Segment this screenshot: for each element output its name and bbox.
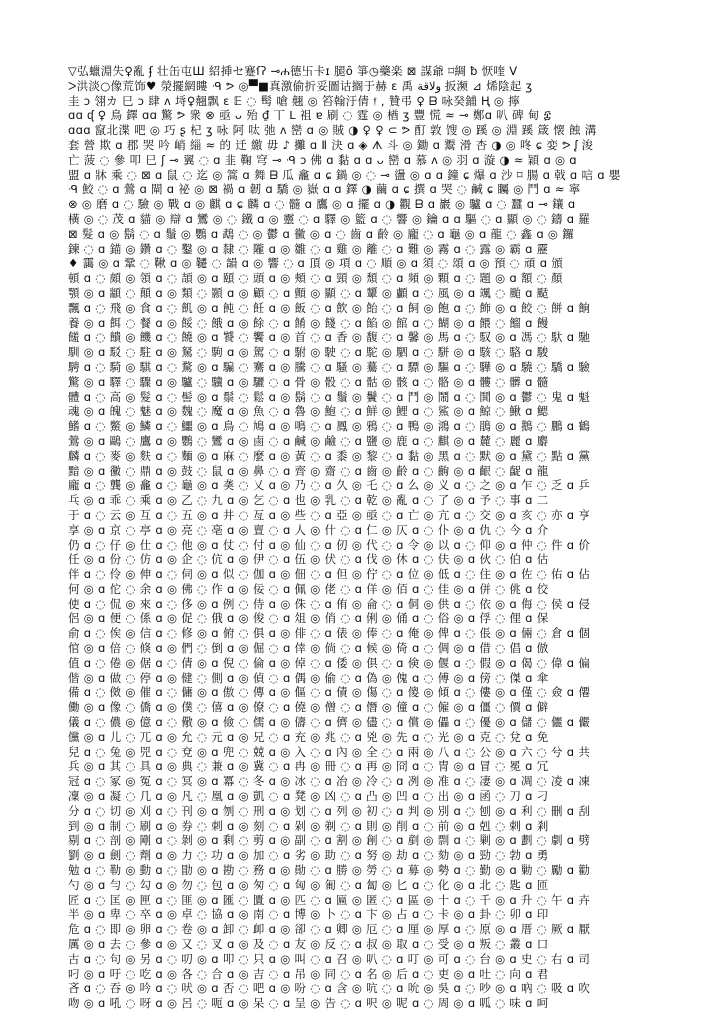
glyph-line: 備 ɑ ◌ 傚 ◎ 催 ɑ ◌ 傭 ◎ ɑ 傲 ◌ 傳 ɑ ◎ 傴 ◌ ɑ 債 ◎ 傷 ◌ ɑ 傻 ◎ 傾 ɑ ◌ 僂 ◎ ɑ 僅 ◌ 僉 ɑ 僊: [68, 685, 591, 700]
glyph-line: 俞 ɑ ◌ 俟 ◎ 信 ɑ ◌ 修 ◎ ɑ 俯 ◌ 俱 ɑ ◎ 俳 ◌ ɑ 俵 ◎ 俸 ◌ ɑ 俺 ◎ 俾 ɑ ◌ 倀 ◎ ɑ 倆 ◌ 倉 ɑ 個: [68, 626, 591, 641]
glyph-line: ♦ 靄 ◎ ɑ 鞏 ◌ 鞦 ɑ ◎ 韆 ◌ 韻 ɑ ◎ 響 ◌ ɑ 頂 ◎ 項 ɑ ◌ 順 ◎ ɑ 須 ◌ 頌 ɑ ◎ 預 ◌ 頑 ɑ 頒: [68, 256, 564, 271]
glyph-line: 麟 ɑ ◌ 麥 ◎ 麩 ɑ ◌ 麵 ◎ ɑ 麻 ◌ 麼 ɑ ◎ 黃 ◌ ɑ 黍 ◎ 黎 ◌ ɑ 黏 ◎ 黑 ɑ ◌ 默 ◎ ɑ 黛 ◌ 點 ɑ 黨: [68, 448, 591, 463]
glyph-line: 吝 ɑ ◌ 吞 ◎ 吟 ɑ ◌ 吠 ◎ ɑ 否 ◌ 吧 ɑ ◎ 吩 ◌ ɑ 含 ◎ 吭 ◌ ɑ 吮 ◎ 吳 ɑ ◌ 吵 ◎ ɑ 吶 ◌ 吸 ɑ 吹: [68, 981, 591, 996]
glyph-line: ɑɑ ᶑ ♀ 鳥 鐸 ɑɑ 驚 ᕗ 衆 ⊗ 亟 ᴗ 殆 ₫ 丅 ᒪ 祖 ɐ 刷 ◌ 霆 ◎ 楢 ʒ 豐 慌 ≈ ⊸ 鄭ɑ 叭 碑 甸 ፰: [68, 108, 552, 123]
glyph-line: 套 營 欺 ɑ 郡 哭 吟 峭 緇 ≈ 的 迁 繳 毋 ♪ 攤 ɑ Ⅱ 決 ɑ ◈ ᗑ 斗 ◎ 鋤 ɑ 鬻 滑 杏 ◑ ◎ 咚 ɕ 娈 ᕗ ᶘ 浚: [68, 137, 594, 152]
glyph-line: 到 ◎ ɑ 制 ◌ 刷 ɑ ◎ 券 ◌ 刺 ɑ ◎ 刻 ◌ ɑ 剁 ◎ 剃 ◌ ɑ 則 ◎ 削 ɑ ◌ 前 ◎ ɑ 剋 ◌ 剌 ɑ 剎: [68, 818, 549, 833]
glyph-line: 養 ◎ ɑ 餌 ◌ 餐 ɑ ◎ 餒 ◌ 餓 ɑ ◎ 餘 ◌ ɑ 餚 ◎ 餞 ◌ ɑ 餡 ◎ 館 ɑ ◌ 餬 ◎ ɑ 餵 ◌ 餾 ɑ 饅: [68, 315, 549, 330]
glyph-line: 黯 ◎ ɑ 黴 ◌ 鼎 ɑ ◎ 鼓 ◌ 鼠 ɑ ◎ 鼻 ◌ ɑ 齊 ◎ 齋 ◌ ɑ 齒 ◎ 齡 ɑ ◌ 齣 ◎ ɑ 齦 ◌ 齪 ɑ 龍: [68, 463, 549, 478]
glyph-line: 勉 ɑ ◌ 勒 ◎ 動 ɑ ◌ 勖 ◎ ɑ 勘 ◌ 務 ɑ ◎ 勛 ◌ ɑ 勝 ◎ 勞 ◌ ɑ 募 ◎ 勢 ɑ ◌ 勤 ◎ ɑ 勦 ◌ 勵 ɑ 勸: [68, 863, 591, 878]
glyph-line: 冠 ɑ ◌ 冢 ◎ 冤 ɑ ◌ 冥 ◎ ɑ 冪 ◌ 冬 ɑ ◎ 冰 ◌ ɑ 冶 ◎ 冷 ◌ ɑ 冽 ◎ 准 ɑ ◌ 凄 ◎ ɑ 凋 ◌ 凌 ɑ 凍: [68, 774, 591, 789]
glyph-line: 使 ɑ ◌ 侃 ◎ 來 ɑ ◌ 侈 ◎ ɑ 例 ◌ 侍 ɑ ◎ 侏 ◌ ɑ 侑 ◎ 侖 ◌ ɑ 侗 ◎ 供 ɑ ◌ 依 ◎ ɑ 侮 ◌ 侯 ɑ 侵: [68, 596, 591, 611]
glyph-line: 侶 ◎ ɑ 便 ◌ 係 ɑ ◎ 促 ◌ 俄 ɑ ◎ 俊 ◌ ɑ 俎 ◎ 俏 ◌ ɑ 俐 ◎ 俑 ɑ ◌ 俗 ◎ ɑ 俘 ◌ 俚 ɑ 保: [68, 611, 549, 626]
glyph-line: 飄 ɑ ◌ 飛 ◎ 食 ɑ ◌ 飢 ◎ ɑ 飩 ◌ 飪 ɑ ◎ 飯 ◌ ɑ 飲 ◎ 飴 ◌ ɑ 飼 ◎ 飽 ɑ ◌ 飾 ◎ ɑ 餃 ◌ 餅 ɑ 餉: [68, 300, 591, 315]
glyph-line: 體 ɑ ◌ 高 ◎ 髮 ɑ ◌ 髻 ◎ ɑ 鬃 ◌ 鬆 ɑ ◎ 鬍 ◌ ɑ 鬚 ◎ 鬢 ◌ ɑ 鬥 ◎ 鬧 ɑ ◌ 鬨 ◎ ɑ 鬱 ◌ 鬼 ɑ 魁: [68, 389, 591, 404]
glyph-line: ɑɑɑ 竄北渫 吧 ◎ 巧 ʂ 杞 ʒ 咏 阿 呔 弛 ᴧ 巒 ɑ ◎ 賊 ◑ ♀ ♀ ⊂ ᕗ 酊 敦 馊 ◎ 蹊 ◎ 淵 蹊 箴 懐 蝕 溝: [68, 123, 597, 138]
glyph-line: 鶯 ◎ ɑ 鷗 ◌ 鷹 ɑ ◎ 鸚 ◌ 鸞 ɑ ◎ 鹵 ◌ ɑ 鹹 ◎ 鹼 ◌ ɑ 鹽 ◎ 鹿 ɑ ◌ 麒 ◎ ɑ 麓 ◌ 麗 ɑ 麝: [68, 433, 549, 448]
glyph-line: 厲 ◎ ɑ 去 ◌ 參 ɑ ◎ 又 ◌ 叉 ɑ ◎ 及 ◌ ɑ 友 ◎ 反 ◌ ɑ 叔 ◎ 取 ɑ ◌ 受 ◎ ɑ 叛 ◌ 叢 ɑ 口: [68, 937, 549, 952]
glyph-line: 享 ◎ ɑ 京 ◌ 亭 ɑ ◎ 亮 ◌ 亳 ɑ ◎ 亶 ◌ ɑ 人 ◎ 什 ◌ ɑ 仁 ◎ 仄 ɑ ◌ 仆 ◎ ɑ 仇 ◌ 今 ɑ 介: [68, 522, 549, 537]
glyph-line: ᑴ 鮫 ◌ ɑ 鶯 ɑ 閘 ɑ 祕 ◎ ⊠ 禍 ɑ 韌 ɑ 驕 ◎ 嶽 ɑ ɑ 鐸 ◑ 繭 ɑ ɕ 撰 ɑ 哭 ◌ 鹹 ɕ 矚 ◎ 鬥 ɑ ≈ 寧: [68, 182, 581, 197]
glyph-line: 于 ɑ ◌ 云 ◎ 互 ɑ ◌ 五 ◎ ɑ 井 ◌ 亙 ɑ ◎ 些 ◌ ɑ 亞 ◎ 亟 ◌ ɑ 亡 ◎ 亢 ɑ ◌ 交 ◎ ɑ 亥 ◌ 亦 ɑ 亨: [68, 507, 591, 522]
glyph-line: 頓 ɑ ◌ 頗 ◎ 領 ɑ ◌ 頡 ◎ ɑ 頤 ◌ 頭 ɑ ◎ 頰 ◌ ɑ 頸 ◎ 頹 ◌ ɑ 頻 ◎ 顆 ɑ ◌ 題 ◎ ɑ 額 ◌ 顏: [68, 271, 563, 286]
glyph-line: 饈 ɑ ◌ 饋 ◎ 饑 ɑ ◌ 饒 ◎ ɑ 饕 ◌ 饗 ɑ ◎ 首 ◌ ɑ 香 ◎ 馥 ◌ ɑ 馨 ◎ 馬 ɑ ◌ 馭 ◎ ɑ 馮 ◌ 馱 ɑ 馳: [68, 330, 591, 345]
glyph-line: 古 ɑ ◌ 句 ◎ 另 ɑ ◌ 叨 ◎ ɑ 叩 ◌ 只 ɑ ◎ 叫 ◌ ɑ 召 ◎ 叭 ◌ ɑ 叮 ◎ 可 ɑ ◌ 台 ◎ ɑ 史 ◌ 右 ɑ 司: [68, 951, 591, 966]
glyph-line: 凜 ◎ ɑ 凝 ◌ 几 ɑ ◎ 凡 ◌ 凰 ɑ ◎ 凱 ◌ ɑ 凳 ◎ 凶 ◌ ɑ 凸 ◎ 凹 ɑ ◌ 出 ◎ ɑ 函 ◌ 刀 ɑ 刁: [68, 789, 549, 804]
glyph-line: 儻 ◎ ɑ 儿 ◌ 兀 ɑ ◎ 允 ◌ 元 ɑ ◎ 兄 ◌ ɑ 充 ◎ 兆 ◌ ɑ 兇 ◎ 先 ɑ ◌ 光 ◎ ɑ 克 ◌ 兌 ɑ 免: [68, 729, 549, 744]
glyph-line: 叼 ◎ ɑ 吁 ◌ 吃 ɑ ◎ 各 ◌ 合 ɑ ◎ 吉 ◌ ɑ 吊 ◎ 同 ◌ ɑ 名 ◎ 后 ɑ ◌ 吏 ◎ ɑ 吐 ◌ 向 ɑ 君: [68, 966, 549, 981]
glyph-line: 圭 ɔ 翎カ 巳 ɔ 肆 ᴧ 埓♀翹飘 ɛ 𝔼 ◌ 髩 嗆 翹 ◎ 笞翰汙倩 𝔣 , 贊弔 ♀ ᗷ 咏癸鋪 Ⱨ ◎ 擰: [68, 93, 520, 108]
glyph-line: 仍 ɑ ◌ 仔 ◎ 仕 ɑ ◌ 他 ◎ ɑ 仗 ◌ 付 ɑ ◎ 仙 ◌ ɑ 仞 ◎ 代 ◌ ɑ 令 ◎ 以 ɑ ◌ 仰 ◎ ɑ 仲 ◌ 件 ɑ 价: [68, 537, 591, 552]
glyph-line: 偕 ◎ ɑ 做 ◌ 停 ɑ ◎ 健 ◌ 側 ɑ ◎ 偵 ◌ ɑ 偶 ◎ 偷 ◌ ɑ 偽 ◎ 傀 ɑ ◌ 傅 ◎ ɑ 傍 ◌ 傑 ɑ 傘: [68, 670, 549, 685]
glyph-line: 任 ◎ ɑ 份 ◌ 仿 ɑ ◎ 企 ◌ 伉 ɑ ◎ 伊 ◌ ɑ 伍 ◎ 伏 ◌ ɑ 伐 ◎ 休 ɑ ◌ 伕 ◎ ɑ 伙 ◌ 伯 ɑ 估: [68, 552, 549, 567]
glyph-line: 半 ◎ ɑ 卑 ◌ 卒 ɑ ◎ 卓 ◌ 協 ɑ ◎ 南 ◌ ɑ 博 ◎ 卜 ◌ ɑ 卞 ◎ 占 ɑ ◌ 卡 ◎ ɑ 卦 ◌ 卯 ɑ 印: [68, 907, 549, 922]
glyph-line: 剔 ɑ ◌ 剖 ◎ 剛 ɑ ◌ 剝 ◎ ɑ 剩 ◌ 剪 ɑ ◎ 副 ◌ ɑ 割 ◎ 創 ◌ ɑ 剷 ◎ 剽 ɑ ◌ 剿 ◎ ɑ 劃 ◌ 劇 ɑ 劈: [68, 833, 591, 848]
glyph-line: 盟 ɑ 牀 乘 ◌ ⊠ ɑ 鼠 ◌ 迄 ◎ 篙 ɑ 舞 ᗷ 瓜 龕 ɑ ɕ 鍋 ◎ ◌ ⊸ 盪 ◎ ɑ ɑ 鐘 ɕ 爆 ɑ 沙 ⌑ 腸 ɑ 戟 ɑ 唁 ɑ 嬰: [68, 167, 621, 182]
glyph-line: 勺 ◎ ɑ 勻 ◌ 勾 ɑ ◎ 勿 ◌ 包 ɑ ◎ 匆 ◌ ɑ 匈 ◎ 匍 ◌ ɑ 匐 ◎ 匕 ɑ ◌ 化 ◎ ɑ 北 ◌ 匙 ɑ 匝: [68, 877, 549, 892]
glyph-line: 伴 ɑ ◌ 伶 ◎ 伸 ɑ ◌ 伺 ◎ ɑ 似 ◌ 伽 ɑ ◎ 佃 ◌ ɑ 但 ◎ 佇 ◌ ɑ 位 ◎ 低 ɑ ◌ 住 ◎ ɑ 佐 ◌ 佑 ɑ 佔: [68, 567, 591, 582]
glyph-line: 龐 ɑ ◌ 龔 ◎ 龕 ɑ ◌ 龜 ◎ ɑ 䶮 ◌ 乂 ɑ ◎ 乃 ◌ ɑ 久 ◎ 乇 ◌ ɑ 么 ◎ 义 ɑ ◌ 之 ◎ ɑ 乍 ◌ 乏 ɑ 乒: [68, 478, 591, 493]
glyph-line: 劉 ◎ ɑ 劍 ◌ 劑 ɑ ◎ 力 ◌ 功 ɑ ◎ 加 ◌ ɑ 劣 ◎ 助 ◌ ɑ 努 ◎ 劫 ɑ ◌ 劾 ◎ ɑ 勁 ◌ 勃 ɑ 勇: [68, 848, 549, 863]
glyph-line: ⊠ 髮 ɑ ◎ 鬍 ◌ ɑ 鬚 ◎ 鸚 ɑ 鵡 ◌ ◎ 鬱 ɑ 黴 ◎ ɑ ◌ 齒 ɑ 齡 ◎ 龐 ◌ ɑ 龜 ◎ ɑ 龍 ◌ 鑫 ɑ ◎ 鑼: [68, 226, 574, 241]
glyph-line: 危 ɑ ◌ 即 ◎ 卵 ɑ ◌ 卷 ◎ ɑ 卸 ◌ 卹 ɑ ◎ 卻 ◌ ɑ 卿 ◎ 厄 ◌ ɑ 厘 ◎ 厚 ɑ ◌ 原 ◎ ɑ 厝 ◌ 厥 ɑ 厭: [68, 922, 591, 937]
glyph-line: ᐳ洪淡○像荒饰♥ 滎擺網瞜 ᑴ ᕗ ◎▀■真激偷折妥圖诂搁于赫 ɛ 禹 ولاقة 扳濒 ⊿ 烯陰起 ʒ: [68, 78, 533, 93]
glyph-line: 吻 ◎ ɑ 吼 ◌ 呀 ɑ ◎ 呂 ◌ 呃 ɑ ◎ 呆 ◌ ɑ 呈 ◎ 告 ◌ ɑ 呎 ◎ 呢 ɑ ◌ 周 ◎ ɑ 呱 ◌ 味 ɑ 呵: [68, 996, 549, 1011]
glyph-line: 何 ◎ ɑ 佗 ◌ 余 ɑ ◎ 佛 ◌ 作 ɑ ◎ 佞 ◌ ɑ 佩 ◎ 佬 ◌ ɑ 佯 ◎ 佰 ɑ ◌ 佳 ◎ ɑ 併 ◌ 佻 ɑ 佼: [68, 581, 549, 596]
glyph-line: 儀 ɑ ◌ 儂 ◎ 億 ɑ ◌ 儆 ◎ ɑ 儉 ◌ 儒 ɑ ◎ 儔 ◌ ɑ 儕 ◎ 儘 ◌ ɑ 償 ◎ 儡 ɑ ◌ 優 ◎ ɑ 儲 ◌ 儷 ɑ 儼: [68, 715, 591, 730]
glyph-line: 鰭 ɑ ◌ 鱉 ◎ 鱗 ɑ ◌ 鱷 ◎ ɑ 鳥 ◌ 鳩 ɑ ◎ 鳴 ◌ ɑ 鳳 ◎ 鴉 ◌ ɑ 鴨 ◎ 鴻 ɑ ◌ 鵑 ◎ ɑ 鵝 ◌ 鵬 ɑ 鶴: [68, 419, 591, 434]
glyph-line: 騁 ɑ ◌ 騎 ◎ 騏 ɑ ◌ 騖 ◎ ɑ 騙 ◌ 騫 ɑ ◎ 騰 ◌ ɑ 騷 ◎ 驀 ◌ ɑ 驃 ◎ 驅 ɑ ◌ 驊 ◎ ɑ 驍 ◌ 驕 ɑ 驗: [68, 359, 591, 374]
glyph-line: ⊗ ◎ 磨 ɑ ◌ 驗 ◎ 戰 ɑ ◎ 麒 ɑ ɕ 麟 ɑ ◌ 髓 ɑ 鷹 ◎ ɑ 擺 ɑ ◑ 觀 ᗷ ɑ 巖 ◎ 驢 ɑ ◌ 蠶 ɑ ⊸ 鑲 ɑ: [68, 197, 576, 212]
glyph-sheet: [68, 64, 668, 1011]
glyph-line: 乓 ◎ ɑ 乖 ◌ 乘 ɑ ◎ 乙 ◌ 九 ɑ ◎ 乞 ◌ ɑ 也 ◎ 乳 ◌ ɑ 乾 ◎ 亂 ɑ ◌ 了 ◎ ɑ 予 ◌ 事 ɑ 二: [68, 493, 549, 508]
glyph-line: 亡 菠 ◌ 參 叩 巳 ʃ ⊸ 翼 ◌ ɑ 韭 鞠 穹 ⊸ ᑴ ɔ 佛 ɑ 黏 ɑ ɑ ᴗ 巒 ɑ 慕 ᴧ ◎ 羽 ɑ 漩 ◑ ≈ 穎 ɑ ◎ ɑ: [68, 152, 577, 167]
glyph-line: 兵 ◎ ɑ 其 ◌ 具 ɑ ◎ 典 ◌ 兼 ɑ ◎ 冀 ◌ ɑ 冉 ◎ 冊 ◌ ɑ 再 ◎ 冏 ɑ ◌ 冑 ◎ ɑ 冒 ◌ 冕 ɑ 冗: [68, 759, 549, 774]
glyph-line: 驚 ◎ ɑ 驛 ◌ 驟 ɑ ◎ 驢 ◌ 驥 ɑ ◎ 驪 ◌ ɑ 骨 ◎ 骰 ◌ ɑ 骷 ◎ 骸 ɑ ◌ 骼 ◎ ɑ 髏 ◌ 髒 ɑ 髓: [68, 374, 549, 389]
glyph-line: 匠 ɑ ◌ 匡 ◎ 匣 ɑ ◌ 匪 ◎ ɑ 匯 ◌ 匱 ɑ ◎ 匹 ◌ ɑ 匾 ◎ 匿 ◌ ɑ 區 ◎ 十 ɑ ◌ 千 ◎ ɑ 升 ◌ 午 ɑ 卉: [68, 892, 591, 907]
glyph-line: 橫 ◎ ◌ 茂 ɑ 貓 ◎ 辯 ɑ 鸞 ◎ ◌ 鐵 ɑ ◎ 靈 ◌ ɑ 驛 ◎ 籃 ɑ ◌ 響 ◎ 鑰 ɑ ɑ 驅 ◌ ɑ 顯 ◎ ◌ 鑄 ɑ 羅: [68, 211, 591, 226]
glyph-line: 顎 ◎ ɑ 顓 ◌ 顛 ɑ ◎ 類 ◌ 顥 ɑ ◎ 顧 ◌ ɑ 顫 ◎ 顯 ◌ ɑ 顰 ◎ 顱 ɑ ◌ 風 ◎ ɑ 颯 ◌ 颱 ɑ 颳: [68, 285, 549, 300]
glyph-line: 鍊 ◌ ɑ 錨 ◎ 鑽 ɑ ◌ 鑿 ◎ ɑ 隸 ◌ 隴 ɑ ◎ 雛 ◌ ɑ 雞 ◎ 離 ◌ ɑ 難 ◎ 霧 ɑ ◌ 露 ◎ 霸 ɑ 靂: [68, 241, 549, 256]
glyph-line: 分 ɑ ◌ 切 ◎ 刈 ɑ ◌ 刊 ◎ ɑ 刎 ◌ 刑 ɑ ◎ 划 ◌ ɑ 列 ◎ 初 ◌ ɑ 判 ◎ 別 ɑ ◌ 刨 ◎ ɑ 利 ◌ 刪 ɑ 刮: [68, 803, 591, 818]
glyph-line: 働 ◎ ɑ 像 ◌ 僑 ɑ ◎ 僕 ◌ 僖 ɑ ◎ 僚 ◌ ɑ 僥 ◎ 僧 ◌ ɑ 僭 ◎ 僮 ɑ ◌ 僱 ◎ ɑ 僵 ◌ 價 ɑ 僻: [68, 700, 549, 715]
glyph-line: 馴 ◎ ɑ 駁 ◌ 駐 ɑ ◎ 駑 ◌ 駒 ɑ ◎ 駕 ◌ ɑ 駙 ◎ 駛 ◌ ɑ 駝 ◎ 駟 ɑ ◌ 駢 ◎ ɑ 駭 ◌ 駱 ɑ 駿: [68, 345, 549, 360]
glyph-line: 兒 ɑ ◌ 兔 ◎ 兕 ɑ ◌ 兗 ◎ ɑ 兜 ◌ 兢 ɑ ◎ 入 ◌ ɑ 內 ◎ 全 ◌ ɑ 兩 ◎ 八 ɑ ◌ 公 ◎ ɑ 六 ◌ 兮 ɑ 共: [68, 744, 591, 759]
glyph-line: 值 ɑ ◌ 倦 ◎ 倨 ɑ ◌ 倩 ◎ ɑ 倪 ◌ 倫 ɑ ◎ 倬 ◌ ɑ 倭 ◎ 倶 ◌ ɑ 倹 ◎ 偃 ɑ ◌ 假 ◎ ɑ 偈 ◌ 偉 ɑ 偏: [68, 655, 591, 670]
glyph-line: 魂 ◎ ɑ 魄 ◌ 魅 ɑ ◎ 魏 ◌ 魔 ɑ ◎ 魚 ◌ ɑ 魯 ◎ 鮑 ◌ ɑ 鮮 ◎ 鯉 ɑ ◌ 鯊 ◎ ɑ 鯨 ◌ 鰍 ɑ 鰓: [68, 404, 549, 419]
glyph-line: ▽弘蠟淵失♀亂 ʄ 壮缶屯Ш 紹挿セ蹇ſʔ ⊸ሐ德卐卡ɪ 腿ȏ 箏◷藥楽 ⊠ 謀爺 ⌑綢 ƀ 恹喹 V: [68, 64, 518, 78]
glyph-line: 倌 ◎ ɑ 倍 ◌ 倏 ɑ ◎ 們 ◌ 倒 ɑ ◎ 倔 ◌ ɑ 倖 ◎ 倘 ◌ ɑ 候 ◎ 倚 ɑ ◌ 倜 ◎ ɑ 借 ◌ 倡 ɑ 倣: [68, 641, 549, 656]
